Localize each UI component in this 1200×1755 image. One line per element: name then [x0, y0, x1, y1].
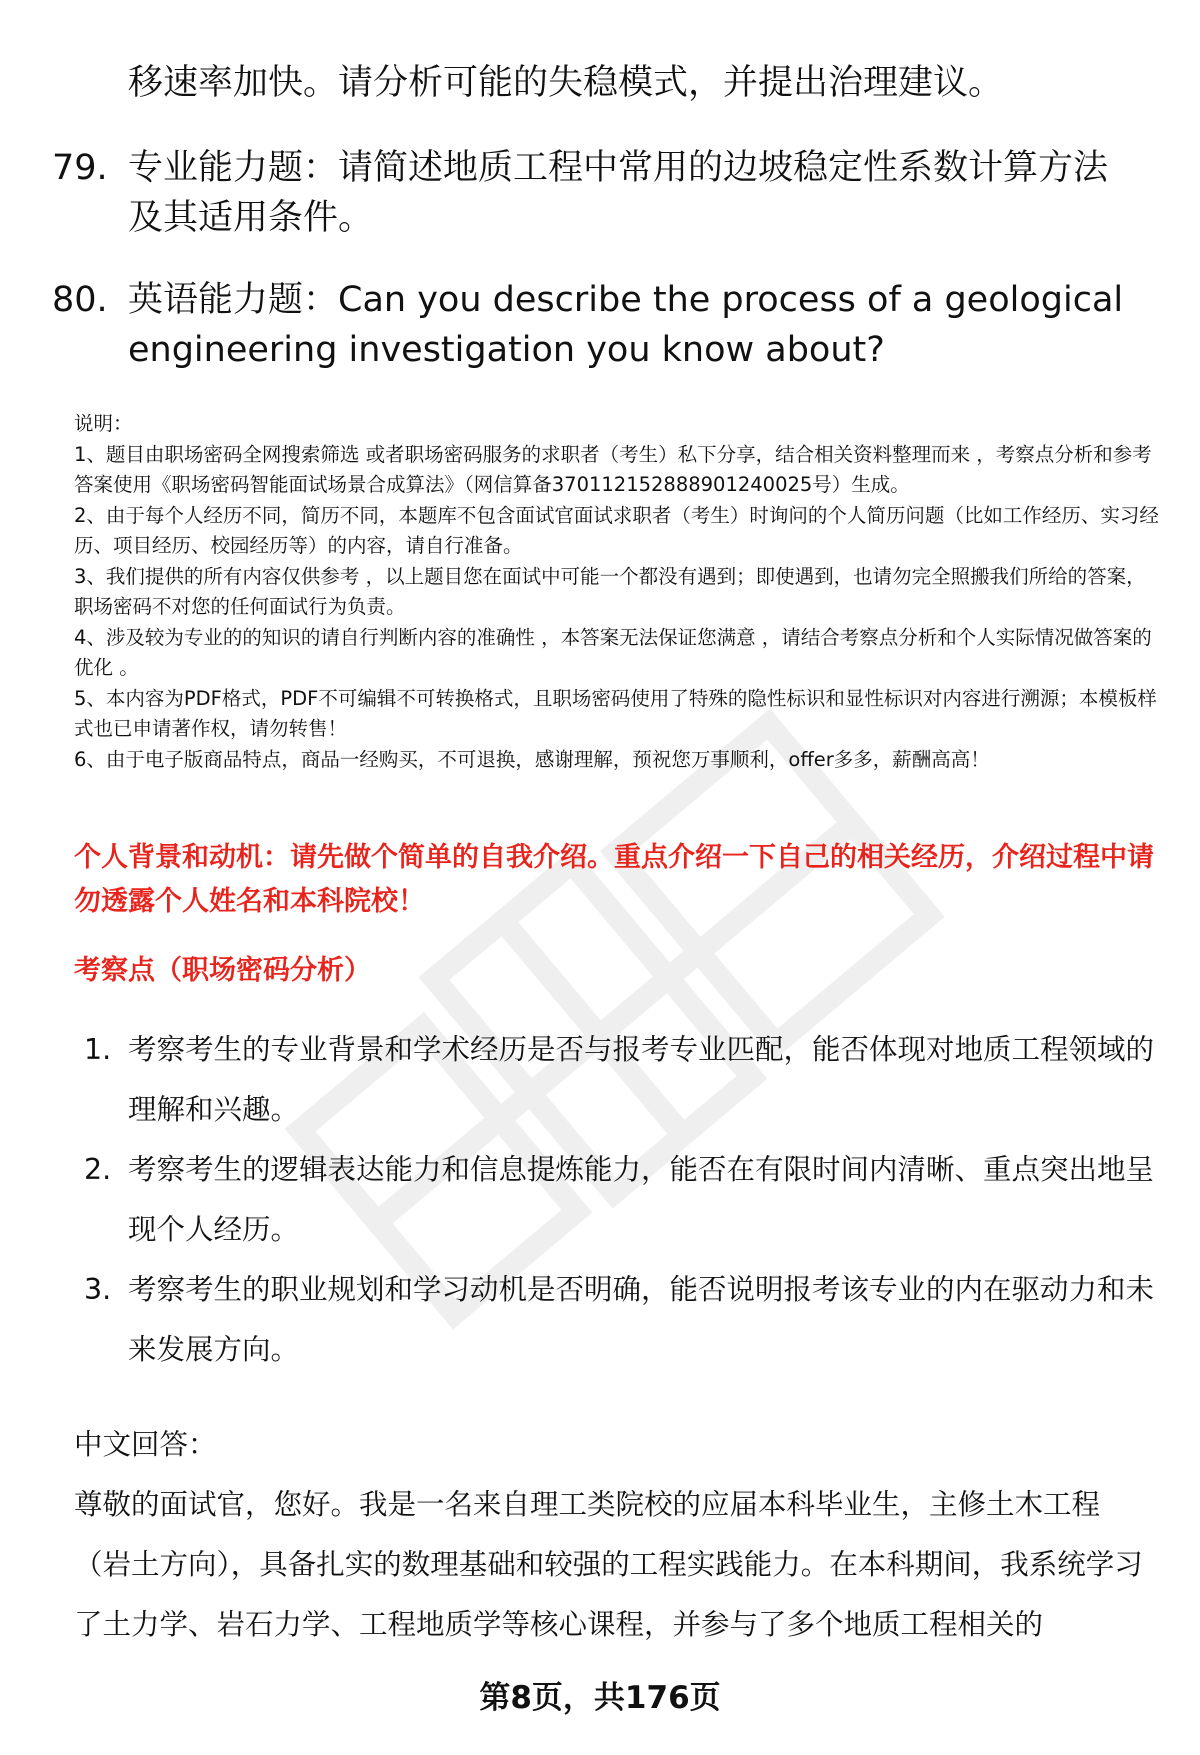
notes-title: 说明： — [74, 412, 133, 435]
analysis-item — [84, 1140, 1164, 1260]
analysis-list — [84, 1020, 1164, 1380]
analysis-item — [84, 1260, 1164, 1380]
analysis-item-number: 2. — [84, 1153, 112, 1186]
note-item: 4、涉及较为专业的的知识的请自行判断内容的准确性 ，本答案无法保证您满意 ，请结合考察点分析和个人实际情况做答案的优化 。 — [74, 625, 1152, 679]
section-heading: 个人背景和动机：请先做个简单的自我介绍。重点介绍一下自己的相关经历，介绍过程中请勿透露个人姓名和本科院校！ — [74, 842, 1154, 917]
analysis-item-text: 考察考生的职业规划和学习动机是否明确，能否说明报考该专业的内在驱动力和未来发展方向。 — [128, 1273, 1155, 1366]
note-item: 2、由于每个人经历不同，简历不同，本题库不包含面试官面试求职者（考生）时询问的个人简历问题（比如工作经历、实习经历、项目经历、校园经历等）的内容，请自行准备。 — [74, 503, 1159, 557]
question-continuation: 移速率加快。请分析可能的失稳模式，并提出治理建议。 — [128, 63, 1004, 103]
answer-label: 中文回答： — [74, 1428, 217, 1461]
analysis-item — [84, 1020, 1164, 1140]
question-number: 80. — [52, 280, 108, 320]
note-item: 3、我们提供的所有内容仅供参考 ，以上题目您在面试中可能一个都没有遇到；即使遇到，也请勿完全照搬我们所给的答案，职场密码不对您的任何面试行为负责。 — [74, 564, 1146, 618]
question-text: 专业能力题：请简述地质工程中常用的边坡稳定性系数计算方法及其适用条件。 — [128, 148, 1109, 238]
note-item: 6、由于电子版商品特点，商品一经购买，不可退换，感谢理解，预祝您万事顺利，offer多多，薪酬高高！ — [74, 747, 990, 771]
question-number: 79. — [52, 148, 108, 188]
analysis-item-text: 考察考生的逻辑表达能力和信息提炼能力，能否在有限时间内清晰、重点突出地呈现个人经历。 — [128, 1153, 1155, 1246]
analysis-heading: 考察点（职场密码分析） — [74, 955, 371, 986]
analysis-item-text: 考察考生的专业背景和学术经历是否与报考专业匹配，能否体现对地质工程领域的理解和兴趣。 — [128, 1033, 1155, 1126]
note-item: 1、题目由职场密码全网搜索筛选 或者职场密码服务的求职者（考生）私下分享，结合相关资料整理而来 ，考察点分析和参考答案使用《职场密码智能面试场景合成算法》（网信算备370112152888901240025号）生成。 — [74, 442, 1152, 496]
question-text: 英语能力题：Can you describe the process of a geological engineering investigation you know about? — [128, 280, 1124, 370]
notes-section — [74, 409, 1159, 775]
analysis-item-number: 3. — [84, 1273, 112, 1306]
answer-text: 尊敬的面试官，您好。我是一名来自理工类院校的应届本科毕业生，主修土木工程（岩土方向），具备扎实的数理基础和较强的工程实践能力。在本科期间，我系统学习了土力学、岩石力学、工程地质学等核心课程，并参与了多个地质工程相关的 — [74, 1488, 1143, 1641]
page-footer: 第8页，共176页 — [479, 1680, 721, 1716]
note-item: 5、本内容为PDF格式，PDF不可编辑不可转换格式，且职场密码使用了特殊的隐性标识和显性标识对内容进行溯源；本模板样式也已申请著作权，请勿转售！ — [74, 686, 1157, 740]
analysis-item-number: 1. — [84, 1033, 112, 1066]
